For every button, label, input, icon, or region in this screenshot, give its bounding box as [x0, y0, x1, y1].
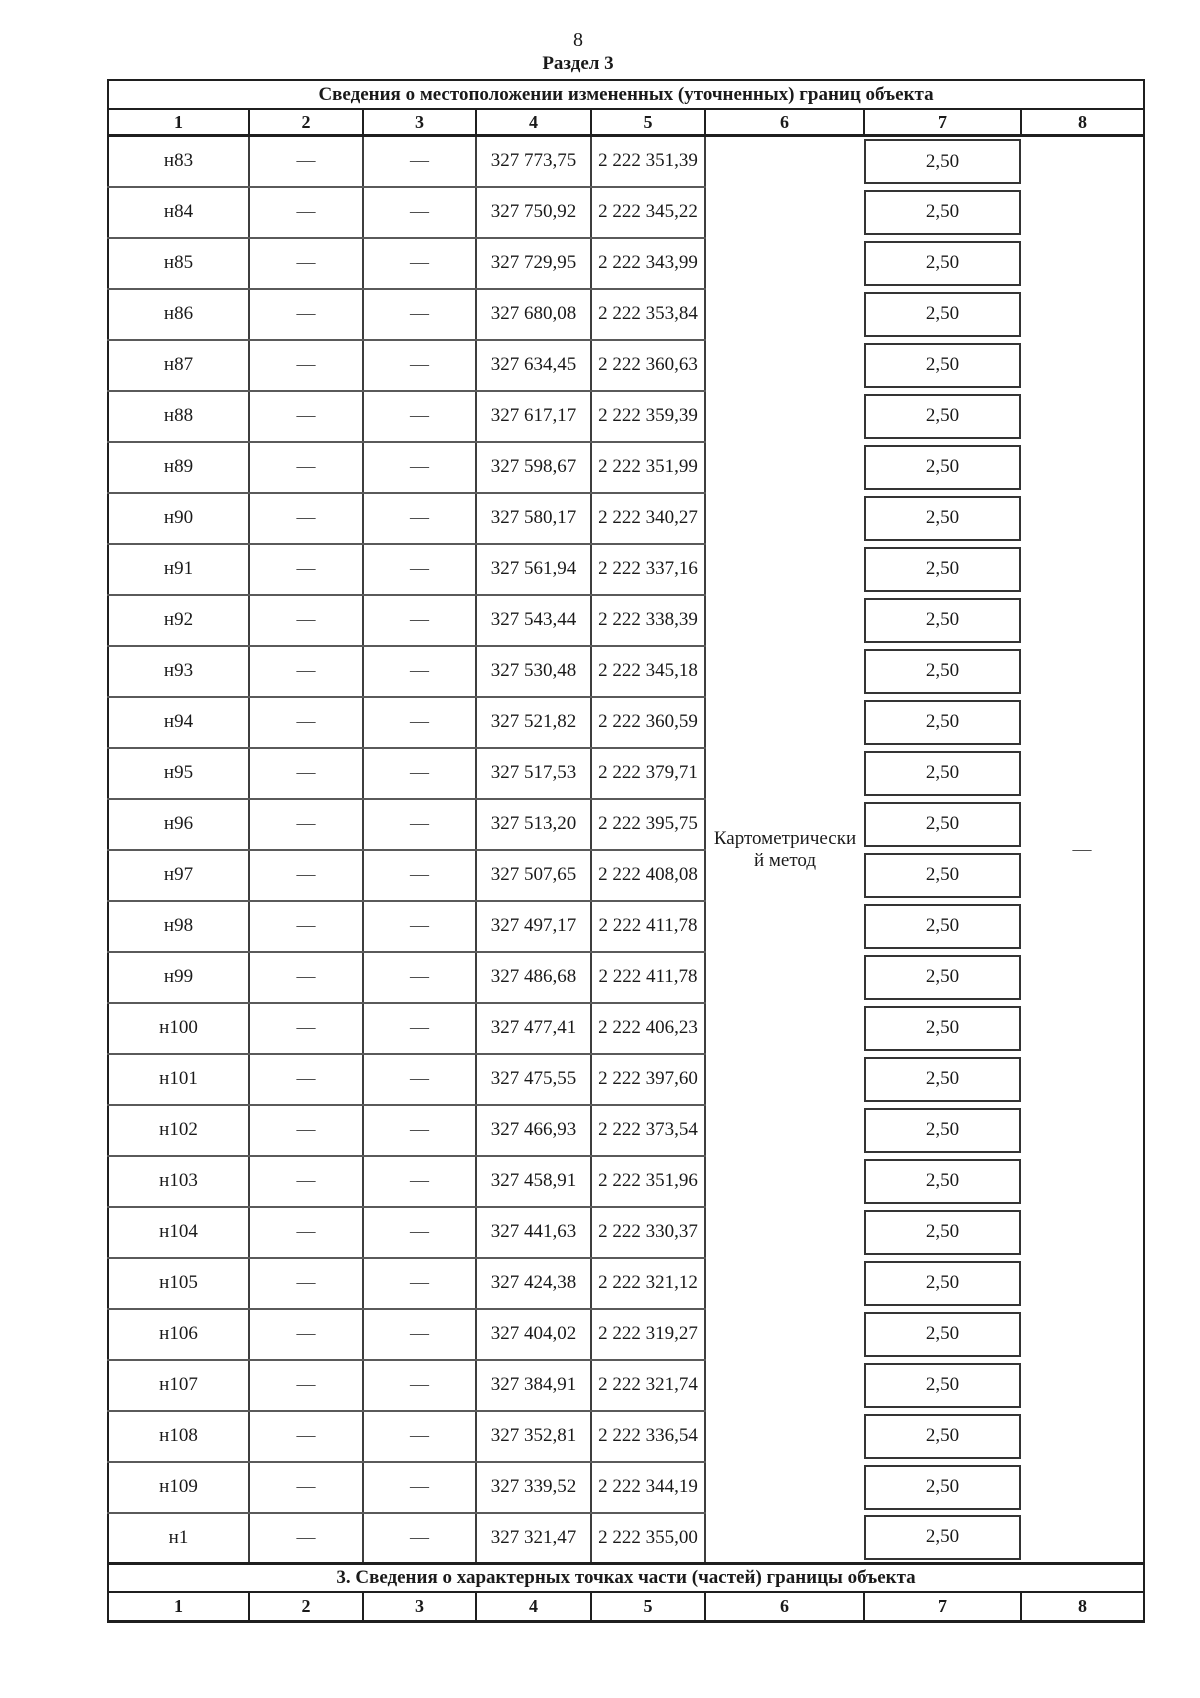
existing-y-dash-cell: — [363, 799, 476, 850]
x-coordinate-cell: 327 617,17 [476, 391, 591, 442]
point-name-cell: н106 [108, 1309, 249, 1360]
table-row [108, 1360, 1144, 1411]
existing-y-dash-cell: — [363, 1156, 476, 1207]
existing-y-dash-cell: — [363, 136, 476, 187]
existing-y-dash-cell: — [363, 544, 476, 595]
y-coordinate-cell: 2 222 337,16 [591, 544, 705, 595]
x-coordinate-cell: 327 441,63 [476, 1207, 591, 1258]
point-name-cell: н87 [108, 340, 249, 391]
table-row [108, 799, 1144, 850]
table-row [108, 1462, 1144, 1513]
accuracy-cell [864, 1003, 1021, 1054]
point-name-cell: н104 [108, 1207, 249, 1258]
x-coordinate-cell: 327 530,48 [476, 646, 591, 697]
y-coordinate-cell: 2 222 345,18 [591, 646, 705, 697]
x-coordinate-cell: 327 773,75 [476, 136, 591, 187]
existing-y-dash-cell: — [363, 748, 476, 799]
x-coordinate-cell: 327 477,41 [476, 1003, 591, 1054]
accuracy-cell [864, 901, 1021, 952]
method-line-2: й метод [753, 849, 817, 871]
accuracy-box: 2,50 [864, 1465, 1021, 1510]
y-coordinate-cell: 2 222 321,12 [591, 1258, 705, 1309]
existing-x-dash-cell: — [249, 1105, 363, 1156]
accuracy-cell [864, 442, 1021, 493]
y-coordinate-cell: 2 222 379,71 [591, 748, 705, 799]
existing-x-dash-cell: — [249, 850, 363, 901]
column8-dash-cell: — [1072, 838, 1092, 860]
point-name-cell: н109 [108, 1462, 249, 1513]
accuracy-box: 2,50 [864, 445, 1021, 490]
column-number-cell: 6 [705, 109, 864, 136]
x-coordinate-cell: 327 321,47 [476, 1513, 591, 1564]
existing-x-dash-cell: — [249, 1360, 363, 1411]
accuracy-cell [864, 493, 1021, 544]
accuracy-cell [864, 748, 1021, 799]
y-coordinate-cell: 2 222 360,59 [591, 697, 705, 748]
point-name-cell: н105 [108, 1258, 249, 1309]
column-number-cell: 7 [864, 1592, 1021, 1622]
accuracy-box: 2,50 [864, 1261, 1021, 1306]
accuracy-cell [864, 1309, 1021, 1360]
x-coordinate-cell: 327 384,91 [476, 1360, 591, 1411]
existing-y-dash-cell: — [363, 1411, 476, 1462]
y-coordinate-cell: 2 222 340,27 [591, 493, 705, 544]
method-cell [705, 136, 864, 1564]
y-coordinate-cell: 2 222 319,27 [591, 1309, 705, 1360]
point-name-cell: н1 [108, 1513, 249, 1564]
x-coordinate-cell: 327 352,81 [476, 1411, 591, 1462]
accuracy-box: 2,50 [864, 547, 1021, 592]
table-row [108, 289, 1144, 340]
accuracy-box: 2,50 [864, 1363, 1021, 1408]
accuracy-box: 2,50 [864, 292, 1021, 337]
table-row [108, 1207, 1144, 1258]
existing-x-dash-cell: — [249, 493, 363, 544]
x-coordinate-cell: 327 598,67 [476, 442, 591, 493]
y-coordinate-cell: 2 222 406,23 [591, 1003, 705, 1054]
table-row [108, 748, 1144, 799]
table-row [108, 646, 1144, 697]
y-coordinate-cell: 2 222 330,37 [591, 1207, 705, 1258]
accuracy-box: 2,50 [864, 1006, 1021, 1051]
accuracy-box: 2,50 [864, 1108, 1021, 1153]
accuracy-cell [864, 187, 1021, 238]
column-number-cell: 7 [864, 109, 1021, 136]
accuracy-box: 2,50 [864, 649, 1021, 694]
y-coordinate-cell: 2 222 353,84 [591, 289, 705, 340]
y-coordinate-cell: 2 222 351,96 [591, 1156, 705, 1207]
existing-y-dash-cell: — [363, 1003, 476, 1054]
point-name-cell: н94 [108, 697, 249, 748]
point-name-cell: н102 [108, 1105, 249, 1156]
y-coordinate-cell: 2 222 351,99 [591, 442, 705, 493]
x-coordinate-cell: 327 458,91 [476, 1156, 591, 1207]
y-coordinate-cell: 2 222 373,54 [591, 1105, 705, 1156]
accuracy-cell [864, 1360, 1021, 1411]
accuracy-box: 2,50 [864, 1312, 1021, 1357]
x-coordinate-cell: 327 521,82 [476, 697, 591, 748]
y-coordinate-cell: 2 222 360,63 [591, 340, 705, 391]
x-coordinate-cell: 327 424,38 [476, 1258, 591, 1309]
y-coordinate-cell: 2 222 395,75 [591, 799, 705, 850]
point-name-cell: н103 [108, 1156, 249, 1207]
y-coordinate-cell: 2 222 355,00 [591, 1513, 705, 1564]
existing-y-dash-cell: — [363, 1054, 476, 1105]
x-coordinate-cell: 327 680,08 [476, 289, 591, 340]
accuracy-cell [864, 697, 1021, 748]
x-coordinate-cell: 327 513,20 [476, 799, 591, 850]
x-coordinate-cell: 327 634,45 [476, 340, 591, 391]
table-row [108, 340, 1144, 391]
y-coordinate-cell: 2 222 351,39 [591, 136, 705, 187]
existing-y-dash-cell: — [363, 1207, 476, 1258]
point-name-cell: н93 [108, 646, 249, 697]
point-name-cell: н92 [108, 595, 249, 646]
existing-y-dash-cell: — [363, 391, 476, 442]
column-number-cell: 3 [363, 109, 476, 136]
accuracy-box: 2,50 [864, 496, 1021, 541]
column-number-cell: 8 [1021, 1592, 1144, 1622]
existing-x-dash-cell: — [249, 697, 363, 748]
existing-y-dash-cell: — [363, 493, 476, 544]
existing-x-dash-cell: — [249, 1054, 363, 1105]
point-name-cell: н96 [108, 799, 249, 850]
existing-y-dash-cell: — [363, 1513, 476, 1564]
column-number-cell: 5 [591, 1592, 705, 1622]
x-coordinate-cell: 327 404,02 [476, 1309, 591, 1360]
x-coordinate-cell: 327 486,68 [476, 952, 591, 1003]
accuracy-box: 2,50 [864, 802, 1021, 847]
x-coordinate-cell: 327 466,93 [476, 1105, 591, 1156]
column-number-cell: 4 [476, 109, 591, 136]
accuracy-cell [864, 646, 1021, 697]
accuracy-box: 2,50 [864, 751, 1021, 796]
point-name-cell: н88 [108, 391, 249, 442]
section-heading: Раздел 3 [542, 53, 614, 74]
column-number-cell: 2 [249, 1592, 363, 1622]
accuracy-cell [864, 1156, 1021, 1207]
existing-y-dash-cell: — [363, 187, 476, 238]
accuracy-cell [864, 238, 1021, 289]
existing-y-dash-cell: — [363, 1462, 476, 1513]
x-coordinate-cell: 327 507,65 [476, 850, 591, 901]
accuracy-cell [864, 850, 1021, 901]
accuracy-box: 2,50 [864, 1414, 1021, 1459]
accuracy-box: 2,50 [864, 904, 1021, 949]
x-coordinate-cell: 327 475,55 [476, 1054, 591, 1105]
accuracy-box: 2,50 [864, 700, 1021, 745]
accuracy-box: 2,50 [864, 241, 1021, 286]
table-row [108, 238, 1144, 289]
accuracy-box: 2,50 [864, 1159, 1021, 1204]
existing-y-dash-cell: — [363, 1309, 476, 1360]
existing-x-dash-cell: — [249, 646, 363, 697]
table-row [108, 595, 1144, 646]
existing-x-dash-cell: — [249, 901, 363, 952]
accuracy-box: 2,50 [864, 598, 1021, 643]
table-row [108, 1309, 1144, 1360]
column-number-cell: 1 [108, 1592, 249, 1622]
accuracy-cell [864, 544, 1021, 595]
existing-y-dash-cell: — [363, 1258, 476, 1309]
x-coordinate-cell: 327 517,53 [476, 748, 591, 799]
x-coordinate-cell: 327 497,17 [476, 901, 591, 952]
existing-x-dash-cell: — [249, 187, 363, 238]
y-coordinate-cell: 2 222 336,54 [591, 1411, 705, 1462]
footer-column-number-row [108, 1592, 1144, 1622]
existing-x-dash-cell: — [249, 1156, 363, 1207]
existing-y-dash-cell: — [363, 595, 476, 646]
accuracy-box: 2,50 [864, 190, 1021, 235]
existing-x-dash-cell: — [249, 544, 363, 595]
existing-x-dash-cell: — [249, 1411, 363, 1462]
accuracy-cell [864, 1258, 1021, 1309]
table-row [108, 850, 1144, 901]
y-coordinate-cell: 2 222 343,99 [591, 238, 705, 289]
existing-y-dash-cell: — [363, 952, 476, 1003]
column-number-cell: 2 [249, 109, 363, 136]
y-coordinate-cell: 2 222 411,78 [591, 901, 705, 952]
table-body [108, 136, 1144, 1564]
table-row [108, 1054, 1144, 1105]
y-coordinate-cell: 2 222 397,60 [591, 1054, 705, 1105]
y-coordinate-cell: 2 222 338,39 [591, 595, 705, 646]
accuracy-cell [864, 595, 1021, 646]
table-row [108, 1003, 1144, 1054]
point-name-cell: н89 [108, 442, 249, 493]
column-number-cell: 5 [591, 109, 705, 136]
accuracy-cell [864, 340, 1021, 391]
point-name-cell: н95 [108, 748, 249, 799]
x-coordinate-cell: 327 729,95 [476, 238, 591, 289]
existing-x-dash-cell: — [249, 136, 363, 187]
table-row [108, 901, 1144, 952]
accuracy-cell [864, 1462, 1021, 1513]
existing-x-dash-cell: — [249, 1513, 363, 1564]
point-name-cell: н108 [108, 1411, 249, 1462]
accuracy-box: 2,50 [864, 1210, 1021, 1255]
table-row [108, 136, 1144, 187]
existing-x-dash-cell: — [249, 340, 363, 391]
table-row [108, 1156, 1144, 1207]
existing-y-dash-cell: — [363, 1360, 476, 1411]
table-row [108, 391, 1144, 442]
existing-y-dash-cell: — [363, 646, 476, 697]
point-name-cell: н91 [108, 544, 249, 595]
existing-x-dash-cell: — [249, 391, 363, 442]
accuracy-box: 2,50 [864, 1057, 1021, 1102]
column-number-cell: 1 [108, 109, 249, 136]
x-coordinate-cell: 327 543,44 [476, 595, 591, 646]
table-title-row [108, 80, 1144, 109]
accuracy-cell [864, 391, 1021, 442]
accuracy-box: 2,50 [864, 1515, 1021, 1560]
point-name-cell: н85 [108, 238, 249, 289]
method-line-1: Картометрически [713, 827, 857, 849]
column-number-cell: 6 [705, 1592, 864, 1622]
page-number: 8 [573, 29, 583, 51]
table-row [108, 1105, 1144, 1156]
existing-y-dash-cell: — [363, 442, 476, 493]
existing-x-dash-cell: — [249, 238, 363, 289]
column-number-cell: 8 [1021, 109, 1144, 136]
accuracy-cell [864, 1207, 1021, 1258]
existing-y-dash-cell: — [363, 850, 476, 901]
changed-boundaries-table [107, 79, 1145, 1623]
point-name-cell: н83 [108, 136, 249, 187]
existing-x-dash-cell: — [249, 595, 363, 646]
accuracy-box: 2,50 [864, 139, 1021, 184]
existing-y-dash-cell: — [363, 340, 476, 391]
y-coordinate-cell: 2 222 345,22 [591, 187, 705, 238]
column-number-cell: 3 [363, 1592, 476, 1622]
table-title: Сведения о местоположении измененных (уточненных) границ объекта [108, 80, 1144, 109]
existing-x-dash-cell: — [249, 1309, 363, 1360]
accuracy-box: 2,50 [864, 853, 1021, 898]
point-name-cell: н98 [108, 901, 249, 952]
table-row [108, 187, 1144, 238]
x-coordinate-cell: 327 580,17 [476, 493, 591, 544]
accuracy-box: 2,50 [864, 955, 1021, 1000]
y-coordinate-cell: 2 222 359,39 [591, 391, 705, 442]
existing-y-dash-cell: — [363, 901, 476, 952]
accuracy-cell [864, 136, 1021, 187]
point-name-cell: н99 [108, 952, 249, 1003]
table-row [108, 544, 1144, 595]
point-name-cell: н107 [108, 1360, 249, 1411]
subsection-title: 3. Сведения о характерных точках части (частей) границы объекта [108, 1564, 1144, 1593]
accuracy-cell [864, 1411, 1021, 1462]
x-coordinate-cell: 327 561,94 [476, 544, 591, 595]
column-number-cell: 4 [476, 1592, 591, 1622]
table-row [108, 1513, 1144, 1564]
point-name-cell: н86 [108, 289, 249, 340]
accuracy-cell [864, 289, 1021, 340]
existing-x-dash-cell: — [249, 1003, 363, 1054]
table-row [108, 442, 1144, 493]
accuracy-cell [864, 1105, 1021, 1156]
existing-x-dash-cell: — [249, 1258, 363, 1309]
existing-x-dash-cell: — [249, 748, 363, 799]
accuracy-cell [864, 1054, 1021, 1105]
column-number-row [108, 109, 1144, 136]
existing-y-dash-cell: — [363, 289, 476, 340]
existing-y-dash-cell: — [363, 697, 476, 748]
accuracy-cell [864, 799, 1021, 850]
subsection-title-row [108, 1564, 1144, 1593]
y-coordinate-cell: 2 222 321,74 [591, 1360, 705, 1411]
point-name-cell: н101 [108, 1054, 249, 1105]
y-coordinate-cell: 2 222 411,78 [591, 952, 705, 1003]
point-name-cell: н90 [108, 493, 249, 544]
existing-x-dash-cell: — [249, 1207, 363, 1258]
table-row [108, 493, 1144, 544]
y-coordinate-cell: 2 222 408,08 [591, 850, 705, 901]
existing-x-dash-cell: — [249, 799, 363, 850]
existing-y-dash-cell: — [363, 1105, 476, 1156]
point-name-cell: н97 [108, 850, 249, 901]
x-coordinate-cell: 327 750,92 [476, 187, 591, 238]
y-coordinate-cell: 2 222 344,19 [591, 1462, 705, 1513]
accuracy-box: 2,50 [864, 343, 1021, 388]
table-row [108, 1258, 1144, 1309]
existing-x-dash-cell: — [249, 442, 363, 493]
existing-x-dash-cell: — [249, 289, 363, 340]
existing-x-dash-cell: — [249, 1462, 363, 1513]
accuracy-box: 2,50 [864, 394, 1021, 439]
point-name-cell: н100 [108, 1003, 249, 1054]
point-name-cell: н84 [108, 187, 249, 238]
x-coordinate-cell: 327 339,52 [476, 1462, 591, 1513]
accuracy-cell [864, 1513, 1021, 1564]
table-row [108, 697, 1144, 748]
table-row [108, 1411, 1144, 1462]
existing-x-dash-cell: — [249, 952, 363, 1003]
accuracy-cell [864, 952, 1021, 1003]
table-row [108, 952, 1144, 1003]
existing-y-dash-cell: — [363, 238, 476, 289]
